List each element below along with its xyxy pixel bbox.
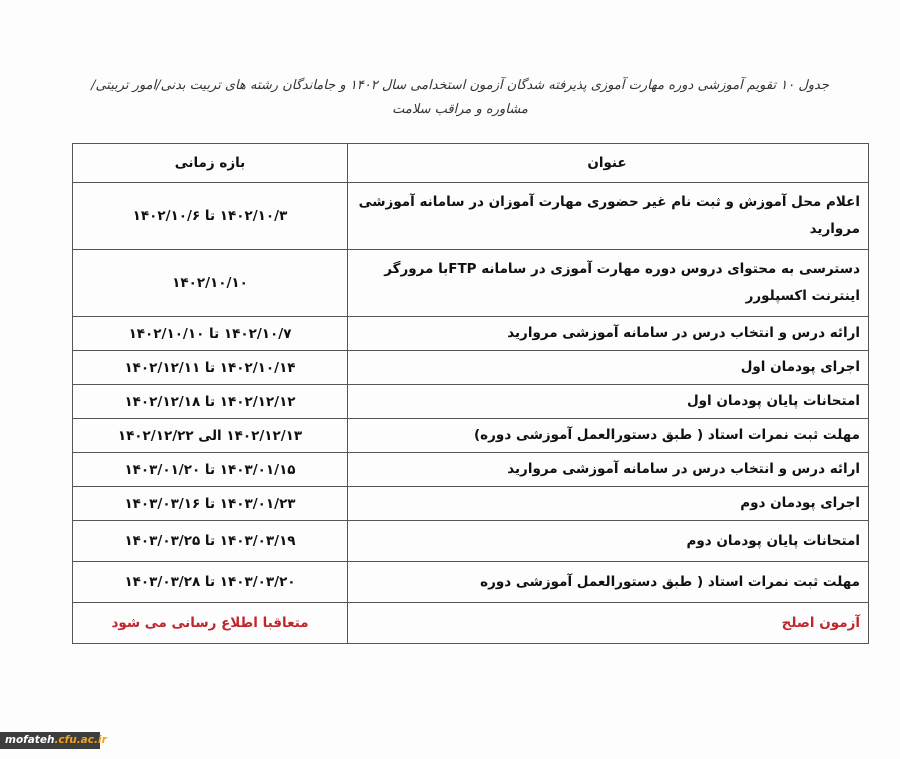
header-range: بازه زمانی (73, 144, 348, 183)
schedule-table (72, 143, 869, 644)
row-range: ۱۴۰۲/۱۰/۷ تا ۱۴۰۲/۱۰/۱۰ (73, 317, 348, 351)
watermark-suffix: .cfu.ac.ir (54, 734, 107, 746)
row-title: اجرای پودمان اول (348, 351, 869, 385)
row-range: ۱۴۰۳/۰۳/۱۹ تا ۱۴۰۳/۰۳/۲۵ (73, 521, 348, 562)
row-title: امتحانات پایان پودمان اول (348, 385, 869, 419)
row-title: ارائه درس و انتخاب درس در سامانه آموزشی مروارید (348, 453, 869, 487)
row-title: اعلام محل آموزش و ثبت نام غیر حضوری مهارت آموزان در سامانه آموزشی مروارید (348, 183, 869, 250)
table-row (73, 317, 869, 351)
table-row (73, 183, 869, 250)
table-header-row (73, 144, 869, 183)
row-range: ۱۴۰۳/۰۳/۲۰ تا ۱۴۰۳/۰۳/۲۸ (73, 562, 348, 603)
table-row (73, 603, 869, 644)
row-range: ۱۴۰۳/۰۱/۱۵ تا ۱۴۰۳/۰۱/۲۰ (73, 453, 348, 487)
site-watermark (0, 732, 107, 749)
table-row (73, 521, 869, 562)
row-title: مهلت ثبت نمرات استاد ( طبق دستورالعمل آموزشی دوره) (348, 419, 869, 453)
table-row (73, 562, 869, 603)
row-range: ۱۴۰۲/۱۲/۱۲ تا ۱۴۰۲/۱۲/۱۸ (73, 385, 348, 419)
row-range: ۱۴۰۳/۰۱/۲۳ تا ۱۴۰۳/۰۳/۱۶ (73, 487, 348, 521)
table-row (73, 385, 869, 419)
row-range: ۱۴۰۲/۱۲/۱۳ الی ۱۴۰۲/۱۲/۲۲ (73, 419, 348, 453)
row-title: اجرای پودمان دوم (348, 487, 869, 521)
header-title: عنوان (348, 144, 869, 183)
row-range: ۱۴۰۲/۱۰/۱۴ تا ۱۴۰۲/۱۲/۱۱ (73, 351, 348, 385)
table-row (73, 250, 869, 317)
row-range: ۱۴۰۲/۱۰/۱۰ (73, 250, 348, 317)
watermark-prefix: mofateh (5, 734, 55, 746)
table-row (73, 453, 869, 487)
row-title: دسترسی به محتوای دروس دوره مهارت آموزی در سامانه FTPبا مرورگر اینترنت اکسپلورر (348, 250, 869, 317)
table-row (73, 487, 869, 521)
table-caption: جدول ۱۰ تقویم آموزشی دوره مهارت آموزی پذیرفته شدگان آزمون استخدامی سال ۱۴۰۲ و جاماندگان رشته های تربیت بدنی/امور تربیتی/مشاوره و مراقب سلامت (91, 78, 829, 117)
row-title: مهلت ثبت نمرات استاد ( طبق دستورالعمل آموزشی دوره (348, 562, 869, 603)
table-row (73, 419, 869, 453)
table-row (73, 351, 869, 385)
row-title: امتحانات پایان پودمان دوم (348, 521, 869, 562)
row-range: ۱۴۰۲/۱۰/۳ تا ۱۴۰۲/۱۰/۶ (73, 183, 348, 250)
row-range-highlight: متعاقبا اطلاع رسانی می شود (73, 603, 348, 644)
row-title-highlight: آزمون اصلح (348, 603, 869, 644)
row-title: ارائه درس و انتخاب درس در سامانه آموزشی مروارید (348, 317, 869, 351)
